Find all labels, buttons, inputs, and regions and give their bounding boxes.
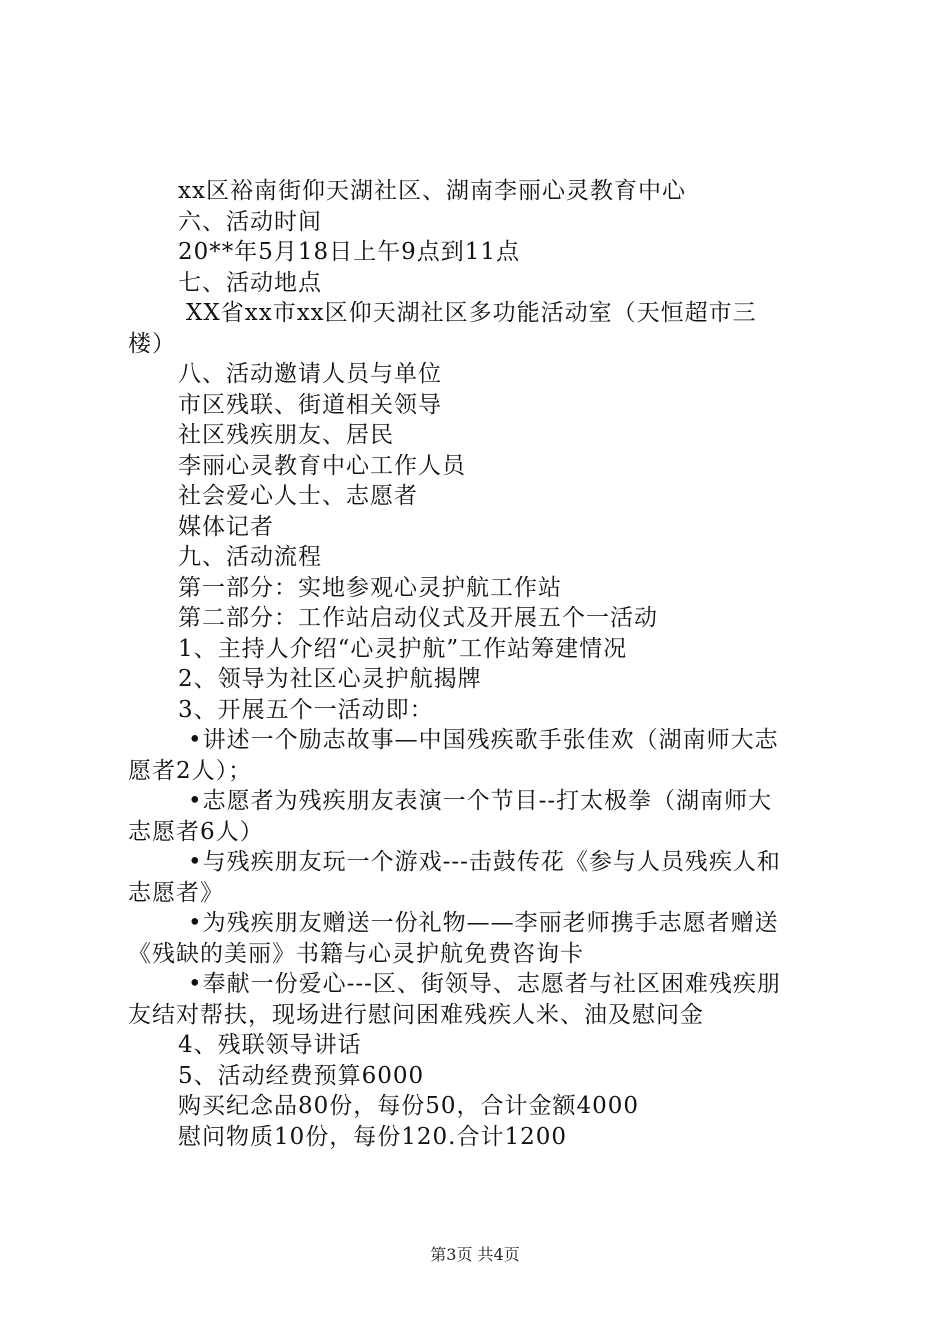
document-line: 社会爱心人士、志愿者 bbox=[178, 483, 418, 509]
document-line: 2、领导为社区心灵护航揭牌 bbox=[178, 666, 482, 692]
document-line: 楼） bbox=[128, 330, 176, 357]
document-line: 第二部分：工作站启动仪式及开展五个一活动 bbox=[178, 605, 658, 631]
document-line: •志愿者为残疾朋友表演一个节目--打太极拳（湖南师大 bbox=[188, 788, 773, 814]
document-line: 志愿者》 bbox=[128, 879, 224, 906]
document-line: 慰问物质10份，每份120.合计1200 bbox=[178, 1123, 568, 1150]
document-line: •与残疾朋友玩一个游戏---击鼓传花《参与人员残疾人和 bbox=[188, 849, 781, 875]
document-line: 第一部分：实地参观心灵护航工作站 bbox=[178, 574, 562, 601]
document-line: •讲述一个励志故事—中国残疾歌手张佳欢（湖南师大志 bbox=[188, 727, 779, 753]
document-line: 《残缺的美丽》书籍与心灵护航免费咨询卡 bbox=[128, 940, 584, 967]
document-body bbox=[128, 176, 840, 1152]
document-line: 社区残疾朋友、居民 bbox=[178, 422, 394, 448]
document-line: 九、活动流程 bbox=[178, 544, 322, 570]
document-line: 七、活动地点 bbox=[178, 269, 322, 296]
document-line: xx区裕南街仰天湖社区、湖南李丽心灵教育中心 bbox=[178, 178, 686, 204]
page-footer: 第3页 共4页 bbox=[430, 1245, 520, 1264]
document-line: 市区残联、街道相关领导 bbox=[178, 391, 442, 418]
document-line: 八、活动邀请人员与单位 bbox=[178, 361, 442, 387]
document-line: 六、活动时间 bbox=[178, 208, 322, 235]
document-line: 友结对帮扶，现场进行慰问困难残疾人米、油及慰问金 bbox=[128, 1001, 704, 1028]
document-line: 媒体记者 bbox=[178, 513, 274, 540]
document-line: 20**年5月18日上午9点到11点 bbox=[178, 239, 521, 265]
document-line: 愿者2人）； bbox=[128, 757, 253, 784]
document-line: 4、残联领导讲话 bbox=[178, 1032, 362, 1058]
document-line: XX省xx市xx区仰天湖社区多功能活动室（天恒超市三 bbox=[186, 300, 757, 326]
document-line: •为残疾朋友赠送一份礼物——李丽老师携手志愿者赠送 bbox=[188, 910, 779, 936]
document-line: 志愿者6人） bbox=[128, 818, 264, 845]
document-line: 李丽心灵教育中心工作人员 bbox=[178, 452, 466, 479]
document-line: 5、活动经费预算6000 bbox=[178, 1062, 425, 1089]
document-line: 购买纪念品80份，每份50，合计金额4000 bbox=[178, 1093, 640, 1119]
document-line: 1、主持人介绍“心灵护航”工作站筹建情况 bbox=[178, 635, 628, 662]
document-line: •奉献一份爱心---区、街领导、志愿者与社区困难残疾朋 bbox=[188, 971, 781, 997]
document-line: 3、开展五个一活动即： bbox=[178, 696, 434, 723]
